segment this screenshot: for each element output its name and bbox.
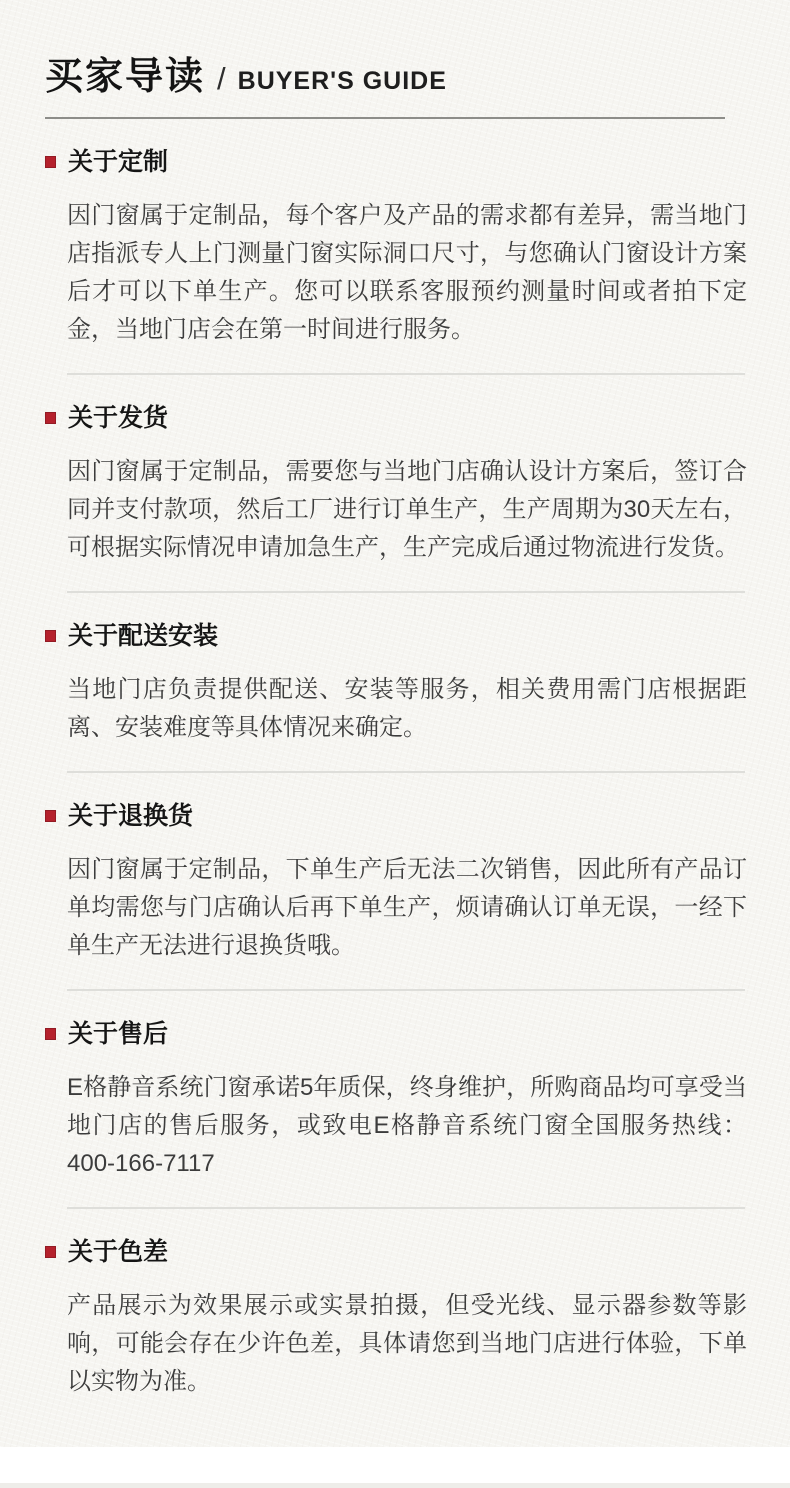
red-square-bullet-icon: [45, 810, 56, 822]
section-divider-line: [67, 771, 745, 773]
section-shipping: [45, 401, 745, 593]
section-title: 关于色差: [68, 1238, 169, 1266]
section-heading: [45, 145, 745, 179]
section-heading: [45, 799, 745, 833]
red-square-bullet-icon: [45, 1246, 56, 1258]
bottom-white-band: [0, 1447, 790, 1483]
section-divider-line: [67, 591, 745, 593]
section-divider-line: [67, 373, 745, 375]
red-square-bullet-icon: [45, 630, 56, 642]
red-square-bullet-icon: [45, 412, 56, 424]
page-header: [45, 55, 745, 99]
page-title-english: BUYER'S GUIDE: [237, 67, 447, 95]
section-body-text-with-hotline: E格静音系统门窗承诺5年质保，终身维护，所购商品均可享受当地门店的售后服务，或致电E格静音系统门窗全国服务热线：400-166-7117: [67, 1074, 747, 1177]
section-heading: [45, 619, 745, 653]
section-body-text: 产品展示为效果展示或实景拍摄，但受光线、显示器参数等影响，可能会存在少许色差，具体请您到当地门店进行体验，下单以实物为准。: [67, 1292, 747, 1395]
title-separator-slash: /: [217, 61, 226, 96]
section-title: 关于售后: [68, 1020, 169, 1048]
section-title: 关于配送安装: [68, 622, 219, 650]
section-returns: [45, 799, 745, 991]
section-body-text: 因门窗属于定制品，下单生产后无法二次销售，因此所有产品订单均需您与门店确认后再下单生产，烦请确认订单无误，一经下单生产无法进行退换货哦。: [67, 856, 747, 959]
bottom-gray-strip: [0, 1483, 790, 1488]
section-title: 关于发货: [68, 404, 169, 432]
section-delivery-installation: [45, 619, 745, 773]
red-square-bullet-icon: [45, 156, 56, 168]
section-title: 关于定制: [68, 148, 169, 176]
section-divider-line: [67, 1207, 745, 1209]
section-divider-line: [67, 989, 745, 991]
section-body-text: 因门窗属于定制品，需要您与当地门店确认设计方案后，签订合同并支付款项，然后工厂进行订单生产，生产周期为30天左右，可根据实际情况申请加急生产，生产完成后通过物流进行发货。: [67, 458, 747, 561]
section-after-sales: [45, 1017, 745, 1209]
section-color-difference: [45, 1235, 745, 1401]
section-heading: [45, 1017, 745, 1051]
red-square-bullet-icon: [45, 1028, 56, 1040]
header-divider-line: [45, 117, 725, 119]
section-body-text: 当地门店负责提供配送、安装等服务，相关费用需门店根据距离、安装难度等具体情况来确定。: [67, 676, 747, 741]
page-title-chinese: 买家导读: [45, 56, 206, 98]
section-heading: [45, 1235, 745, 1269]
section-heading: [45, 401, 745, 435]
section-customization: [45, 145, 745, 375]
section-title: 关于退换货: [68, 802, 194, 830]
section-body-text: 因门窗属于定制品，每个客户及产品的需求都有差异，需当地门店指派专人上门测量门窗实际洞口尺寸，与您确认门窗设计方案后才可以下单生产。您可以联系客服预约测量时间或者拍下定金，当地门店会在第一时间进行服务。: [67, 202, 747, 343]
